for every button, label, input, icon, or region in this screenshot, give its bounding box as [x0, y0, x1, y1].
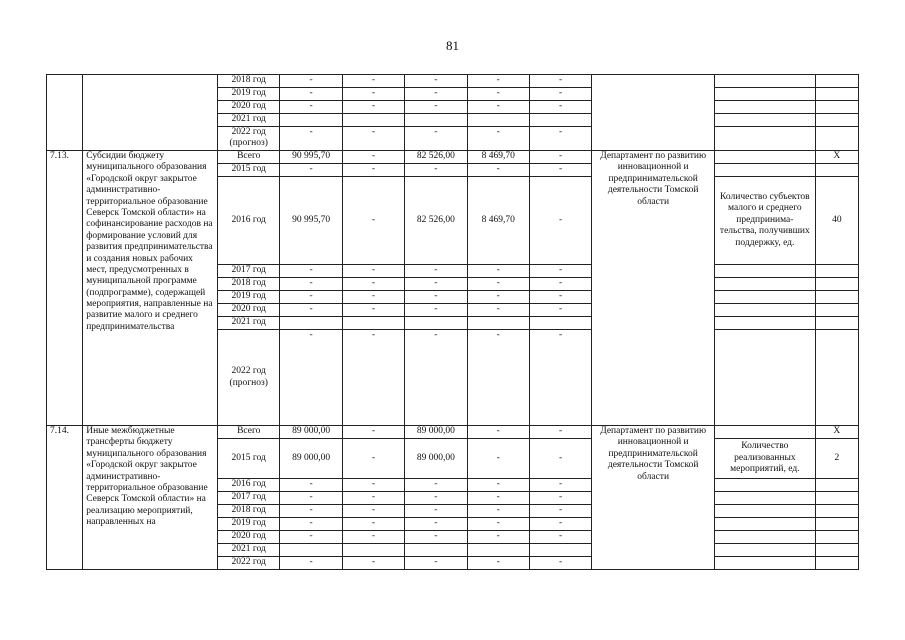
indicator-cell: [715, 88, 816, 101]
indicator-cell: [715, 531, 816, 544]
value-cell: -: [405, 101, 467, 114]
value-cell: -: [529, 505, 591, 518]
indicator-cell: [715, 75, 816, 88]
value-cell: [529, 114, 591, 127]
indicator-value-cell: [815, 101, 858, 114]
item-number: 7.14.: [47, 426, 83, 570]
indicator-cell: [715, 544, 816, 557]
value-cell: -: [529, 426, 591, 439]
number-cell: [47, 75, 83, 151]
value-cell: -: [467, 304, 529, 317]
value-cell: -: [405, 265, 467, 278]
value-cell: [467, 114, 529, 127]
name-cell: [83, 75, 218, 151]
value-cell: [405, 114, 467, 127]
year-cell: 2020 год: [218, 531, 280, 544]
value-cell: -: [529, 177, 591, 265]
year-cell: 2021 год: [218, 544, 280, 557]
value-cell: -: [342, 164, 404, 177]
value-cell: -: [280, 127, 342, 151]
value-cell: -: [405, 330, 467, 426]
value-cell: -: [342, 492, 404, 505]
value-cell: -: [405, 531, 467, 544]
indicator-cell: [715, 304, 816, 317]
indicator-value-cell: [815, 531, 858, 544]
year-cell: 2019 год: [218, 291, 280, 304]
indicator-value-cell: [815, 164, 858, 177]
value-cell: 90 995,70: [280, 151, 342, 164]
year-cell: 2022 год: [218, 557, 280, 570]
item-number: 7.13.: [47, 151, 83, 426]
indicator-cell: [715, 557, 816, 570]
indicator-value-cell: [815, 518, 858, 531]
indicator-cell: [715, 114, 816, 127]
value-cell: -: [342, 479, 404, 492]
indicator-cell: [715, 164, 816, 177]
value-cell: -: [529, 127, 591, 151]
value-cell: -: [280, 88, 342, 101]
indicator-cell: Количество субъектов малого и среднего предпринима-тельства, получивших поддержку, ед.: [715, 177, 816, 265]
value-cell: -: [467, 291, 529, 304]
value-cell: -: [467, 518, 529, 531]
value-cell: -: [342, 278, 404, 291]
indicator-value-cell: [815, 291, 858, 304]
year-cell: 2020 год: [218, 304, 280, 317]
year-cell: Всего: [218, 151, 280, 164]
value-cell: 89 000,00: [280, 426, 342, 439]
indicator-value-cell: [815, 317, 858, 330]
value-cell: -: [280, 75, 342, 88]
value-cell: -: [529, 278, 591, 291]
table-body: [47, 75, 859, 570]
value-cell: -: [529, 531, 591, 544]
table-row: [47, 151, 859, 164]
value-cell: -: [280, 531, 342, 544]
value-cell: [280, 544, 342, 557]
value-cell: [529, 544, 591, 557]
value-cell: -: [405, 88, 467, 101]
year-cell: 2018 год: [218, 505, 280, 518]
value-cell: -: [280, 557, 342, 570]
total-mark: X: [815, 426, 858, 439]
year-cell: 2015 год: [218, 439, 280, 479]
value-cell: -: [280, 492, 342, 505]
year-cell: 2022 год (прогноз): [218, 127, 280, 151]
value-cell: -: [529, 164, 591, 177]
value-cell: -: [342, 88, 404, 101]
value-cell: -: [342, 505, 404, 518]
value-cell: -: [342, 330, 404, 426]
indicator-cell: [715, 426, 816, 439]
value-cell: [405, 544, 467, 557]
value-cell: [342, 317, 404, 330]
value-cell: -: [405, 557, 467, 570]
value-cell: [280, 114, 342, 127]
indicator-cell: [715, 265, 816, 278]
indicator-value-cell: [815, 265, 858, 278]
executor-cell: [592, 75, 715, 151]
page-number: 81: [446, 38, 459, 53]
value-cell: -: [342, 151, 404, 164]
value-cell: [342, 544, 404, 557]
value-cell: [405, 317, 467, 330]
year-cell: 2018 год: [218, 278, 280, 291]
value-cell: -: [280, 291, 342, 304]
value-cell: -: [405, 75, 467, 88]
value-cell: -: [529, 88, 591, 101]
value-cell: -: [342, 557, 404, 570]
indicator-value-cell: [815, 479, 858, 492]
value-cell: -: [467, 479, 529, 492]
value-cell: [529, 317, 591, 330]
value-cell: -: [342, 265, 404, 278]
year-cell: 2018 год: [218, 75, 280, 88]
total-mark: X: [815, 151, 858, 164]
value-cell: -: [529, 518, 591, 531]
table-row: [47, 75, 859, 88]
year-cell: 2021 год: [218, 114, 280, 127]
indicator-cell: [715, 291, 816, 304]
indicator-value-cell: [815, 505, 858, 518]
year-cell: 2019 год: [218, 518, 280, 531]
value-cell: 89 000,00: [280, 439, 342, 479]
value-cell: -: [529, 291, 591, 304]
year-cell: 2017 год: [218, 492, 280, 505]
value-cell: -: [280, 518, 342, 531]
indicator-value-cell: [815, 88, 858, 101]
value-cell: -: [529, 439, 591, 479]
year-cell: Всего: [218, 426, 280, 439]
value-cell: [467, 317, 529, 330]
indicator-cell: Количество реализованных мероприятий, ед.: [715, 439, 816, 479]
value-cell: -: [467, 505, 529, 518]
value-cell: -: [405, 164, 467, 177]
executor-cell: Департамент по развитию инновационной и предпринимательской деятельности Томской области: [592, 151, 715, 426]
value-cell: -: [529, 492, 591, 505]
value-cell: -: [467, 127, 529, 151]
value-cell: -: [280, 479, 342, 492]
value-cell: 8 469,70: [467, 177, 529, 265]
program-table: [46, 74, 859, 570]
value-cell: -: [529, 101, 591, 114]
value-cell: -: [280, 265, 342, 278]
value-cell: -: [280, 304, 342, 317]
value-cell: -: [280, 278, 342, 291]
value-cell: -: [280, 164, 342, 177]
indicator-value-cell: [815, 278, 858, 291]
value-cell: -: [405, 304, 467, 317]
value-cell: -: [342, 127, 404, 151]
value-cell: -: [467, 265, 529, 278]
indicator-value-cell: [815, 330, 858, 426]
year-cell: 2015 год: [218, 164, 280, 177]
value-cell: -: [342, 291, 404, 304]
value-cell: 89 000,00: [405, 426, 467, 439]
value-cell: -: [342, 426, 404, 439]
indicator-cell: [715, 317, 816, 330]
indicator-value-cell: [815, 492, 858, 505]
indicator-cell: [715, 101, 816, 114]
value-cell: [467, 544, 529, 557]
value-cell: -: [467, 557, 529, 570]
year-cell: 2016 год: [218, 479, 280, 492]
value-cell: -: [467, 330, 529, 426]
value-cell: -: [529, 304, 591, 317]
executor-cell: Департамент по развитию инновационной и предпринимательской деятельности Томской области: [592, 426, 715, 570]
indicator-cell: [715, 127, 816, 151]
value-cell: -: [342, 304, 404, 317]
value-cell: -: [342, 439, 404, 479]
value-cell: -: [529, 265, 591, 278]
value-cell: -: [467, 88, 529, 101]
value-cell: 89 000,00: [405, 439, 467, 479]
year-cell: 2021 год: [218, 317, 280, 330]
value-cell: -: [342, 177, 404, 265]
indicator-value-cell: [815, 127, 858, 151]
value-cell: 90 995,70: [280, 177, 342, 265]
value-cell: -: [405, 518, 467, 531]
value-cell: 82 526,00: [405, 151, 467, 164]
value-cell: [280, 317, 342, 330]
year-cell: 2022 год (прогноз): [218, 330, 280, 426]
value-cell: -: [467, 492, 529, 505]
value-cell: [342, 114, 404, 127]
indicator-cell: [715, 151, 816, 164]
value-cell: -: [342, 75, 404, 88]
value-cell: -: [467, 75, 529, 88]
value-cell: -: [529, 557, 591, 570]
indicator-cell: [715, 518, 816, 531]
indicator-cell: [715, 278, 816, 291]
value-cell: -: [405, 492, 467, 505]
indicator-cell: [715, 505, 816, 518]
indicator-value-cell: [815, 75, 858, 88]
value-cell: 8 469,70: [467, 151, 529, 164]
indicator-value-cell: [815, 544, 858, 557]
indicator-value-cell: [815, 557, 858, 570]
value-cell: -: [342, 531, 404, 544]
indicator-cell: [715, 479, 816, 492]
value-cell: -: [467, 426, 529, 439]
item-name: Субсидии бюджету муниципального образования «Городской округ закрытое административно-территориальное образование Северск Томской области» на софинансирование расходов на формирование условий для развития предпринимательства и создания новых рабочих мест, предусмотренных в муниципальной программе (подпрограмме), содержащей мероприятия, направленные на развитие малого и среднего предпринимательства: [83, 151, 218, 426]
value-cell: -: [280, 101, 342, 114]
value-cell: -: [467, 531, 529, 544]
indicator-value-cell: 2: [815, 439, 858, 479]
value-cell: -: [467, 439, 529, 479]
year-cell: 2020 год: [218, 101, 280, 114]
indicator-cell: [715, 330, 816, 426]
year-cell: 2019 год: [218, 88, 280, 101]
value-cell: -: [342, 518, 404, 531]
value-cell: -: [467, 164, 529, 177]
value-cell: 82 526,00: [405, 177, 467, 265]
value-cell: -: [529, 75, 591, 88]
value-cell: -: [280, 330, 342, 426]
value-cell: -: [405, 127, 467, 151]
year-cell: 2016 год: [218, 177, 280, 265]
value-cell: -: [405, 278, 467, 291]
value-cell: -: [342, 101, 404, 114]
value-cell: -: [405, 505, 467, 518]
value-cell: -: [405, 291, 467, 304]
table-row: [47, 426, 859, 439]
value-cell: -: [529, 479, 591, 492]
indicator-value-cell: 40: [815, 177, 858, 265]
year-cell: 2017 год: [218, 265, 280, 278]
value-cell: -: [529, 330, 591, 426]
value-cell: -: [467, 278, 529, 291]
indicator-cell: [715, 492, 816, 505]
value-cell: -: [467, 101, 529, 114]
item-name: Иные межбюджетные трансферты бюджету муниципального образования «Городской округ закрытое административно-территориальное образование Северск Томской области» на реализацию мероприятий, направленных на: [83, 426, 218, 570]
value-cell: -: [529, 151, 591, 164]
indicator-value-cell: [815, 304, 858, 317]
value-cell: -: [280, 505, 342, 518]
indicator-value-cell: [815, 114, 858, 127]
value-cell: -: [405, 479, 467, 492]
